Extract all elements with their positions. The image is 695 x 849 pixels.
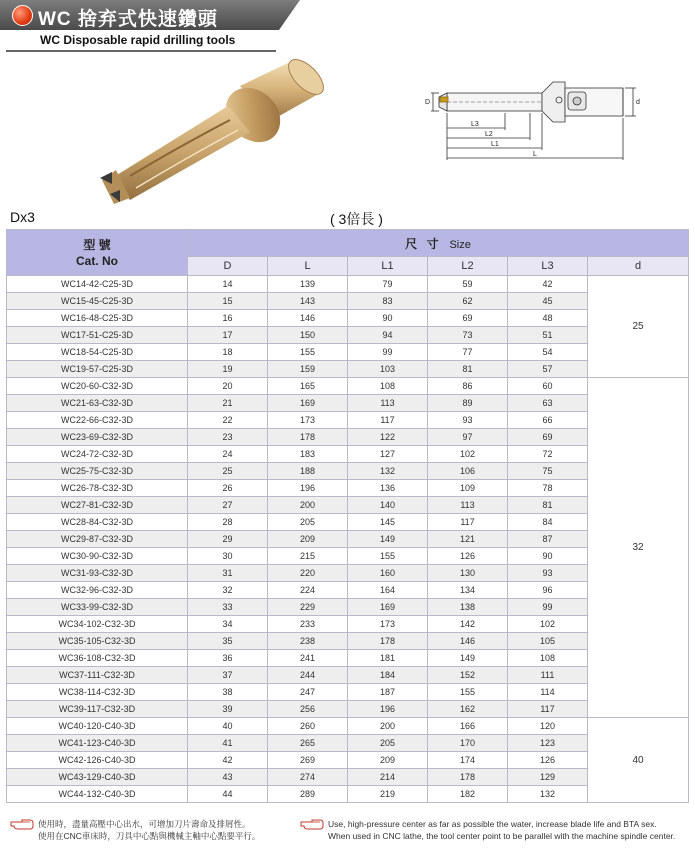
- size-cell: 139: [268, 276, 348, 293]
- cat-no-cell: WC15-45-C25-3D: [7, 293, 188, 310]
- header-size-zh: 尺 寸: [405, 236, 442, 251]
- size-cell: 143: [268, 293, 348, 310]
- size-cell: 69: [508, 429, 588, 446]
- size-cell: 66: [508, 412, 588, 429]
- size-cell: 129: [508, 769, 588, 786]
- table-row: [7, 310, 689, 327]
- table-row: [7, 582, 689, 599]
- size-cell: 33: [188, 599, 268, 616]
- size-cell: 62: [428, 293, 508, 310]
- size-cell: 51: [508, 327, 588, 344]
- size-cell: 21: [188, 395, 268, 412]
- size-cell: 138: [428, 599, 508, 616]
- size-cell: 140: [348, 497, 428, 514]
- shank-diameter-cell: 40: [588, 718, 689, 803]
- size-cell: 215: [268, 548, 348, 565]
- cat-no-cell: WC19-57-C25-3D: [7, 361, 188, 378]
- cat-no-cell: WC16-48-C25-3D: [7, 310, 188, 327]
- note-zh-line1: 使用時，盡量高壓中心出水，可增加刀片壽命及排屑性。: [38, 819, 251, 829]
- header-model: [7, 230, 188, 276]
- size-cell: 178: [428, 769, 508, 786]
- pointing-hand-icon: [300, 818, 324, 830]
- size-cell: 30: [188, 548, 268, 565]
- table-row: [7, 378, 689, 395]
- size-cell: 233: [268, 616, 348, 633]
- length-ratio-label: ( 3倍長 ): [330, 211, 383, 227]
- size-cell: 146: [268, 310, 348, 327]
- size-cell: 17: [188, 327, 268, 344]
- size-cell: 178: [268, 429, 348, 446]
- size-cell: 205: [348, 735, 428, 752]
- size-cell: 238: [268, 633, 348, 650]
- size-cell: 209: [348, 752, 428, 769]
- size-cell: 149: [348, 531, 428, 548]
- size-cell: 103: [348, 361, 428, 378]
- cat-no-cell: WC30-90-C32-3D: [7, 548, 188, 565]
- size-cell: 105: [508, 633, 588, 650]
- size-cell: 69: [428, 310, 508, 327]
- col-header: L: [268, 257, 348, 276]
- cat-no-cell: WC36-108-C32-3D: [7, 650, 188, 667]
- table-row: [7, 480, 689, 497]
- size-cell: 132: [508, 786, 588, 803]
- size-cell: 44: [188, 786, 268, 803]
- size-cell: 152: [428, 667, 508, 684]
- size-cell: 93: [508, 565, 588, 582]
- table-row: [7, 395, 689, 412]
- size-cell: 174: [428, 752, 508, 769]
- size-cell: 34: [188, 616, 268, 633]
- size-cell: 108: [508, 650, 588, 667]
- col-header: L2: [428, 257, 508, 276]
- size-cell: 57: [508, 361, 588, 378]
- size-cell: 121: [428, 531, 508, 548]
- col-header: L1: [348, 257, 428, 276]
- size-cell: 132: [348, 463, 428, 480]
- size-cell: 150: [268, 327, 348, 344]
- cat-no-cell: WC28-84-C32-3D: [7, 514, 188, 531]
- shank-diameter-cell: 32: [588, 378, 689, 718]
- size-cell: 117: [428, 514, 508, 531]
- pointing-hand-icon: [10, 818, 34, 830]
- header-model-en: Cat. No: [76, 253, 118, 268]
- size-cell: 72: [508, 446, 588, 463]
- size-cell: 247: [268, 684, 348, 701]
- size-cell: 75: [508, 463, 588, 480]
- size-cell: 89: [428, 395, 508, 412]
- cat-no-cell: WC41-123-C40-3D: [7, 735, 188, 752]
- cat-no-cell: WC14-42-C25-3D: [7, 276, 188, 293]
- cat-no-cell: WC27-81-C32-3D: [7, 497, 188, 514]
- size-cell: 16: [188, 310, 268, 327]
- col-header: D: [188, 257, 268, 276]
- size-cell: 26: [188, 480, 268, 497]
- size-cell: 200: [348, 718, 428, 735]
- size-cell: 99: [348, 344, 428, 361]
- spec-table: [6, 229, 689, 803]
- size-cell: 111: [508, 667, 588, 684]
- size-cell: 126: [428, 548, 508, 565]
- size-cell: 149: [428, 650, 508, 667]
- size-cell: 35: [188, 633, 268, 650]
- size-cell: 87: [508, 531, 588, 548]
- dimension-drawing: [425, 70, 645, 165]
- page-title: WC 捨弃式快速鑽頭: [38, 9, 218, 30]
- size-cell: 136: [348, 480, 428, 497]
- size-cell: 256: [268, 701, 348, 718]
- size-cell: 60: [508, 378, 588, 395]
- header-model-zh: 型 號: [83, 237, 111, 252]
- cat-no-cell: WC24-72-C32-3D: [7, 446, 188, 463]
- size-cell: 205: [268, 514, 348, 531]
- cat-no-cell: WC26-78-C32-3D: [7, 480, 188, 497]
- size-cell: 145: [348, 514, 428, 531]
- size-cell: 109: [428, 480, 508, 497]
- size-cell: 102: [428, 446, 508, 463]
- size-cell: 220: [268, 565, 348, 582]
- table-row: [7, 616, 689, 633]
- size-cell: 200: [268, 497, 348, 514]
- size-cell: 37: [188, 667, 268, 684]
- size-cell: 229: [268, 599, 348, 616]
- size-cell: 146: [428, 633, 508, 650]
- size-cell: 39: [188, 701, 268, 718]
- size-cell: 155: [348, 548, 428, 565]
- size-cell: 160: [348, 565, 428, 582]
- table-row: [7, 327, 689, 344]
- size-cell: 36: [188, 650, 268, 667]
- table-row: [7, 752, 689, 769]
- size-cell: 173: [348, 616, 428, 633]
- size-cell: 274: [268, 769, 348, 786]
- table-row: [7, 497, 689, 514]
- cat-no-cell: WC37-111-C32-3D: [7, 667, 188, 684]
- size-cell: 182: [428, 786, 508, 803]
- size-cell: 86: [428, 378, 508, 395]
- size-cell: 183: [268, 446, 348, 463]
- dim-label-d: d: [636, 99, 640, 106]
- table-row: [7, 276, 689, 293]
- size-cell: 155: [428, 684, 508, 701]
- table-row: [7, 701, 689, 718]
- size-cell: 25: [188, 463, 268, 480]
- size-cell: 169: [348, 599, 428, 616]
- header-bullet-icon: [12, 5, 33, 26]
- cat-no-cell: WC43-129-C40-3D: [7, 769, 188, 786]
- size-cell: 265: [268, 735, 348, 752]
- size-cell: 170: [428, 735, 508, 752]
- size-cell: 29: [188, 531, 268, 548]
- cat-no-cell: WC44-132-C40-3D: [7, 786, 188, 803]
- size-cell: 54: [508, 344, 588, 361]
- size-cell: 184: [348, 667, 428, 684]
- cat-no-cell: WC31-93-C32-3D: [7, 565, 188, 582]
- table-row: [7, 684, 689, 701]
- size-cell: 113: [428, 497, 508, 514]
- size-cell: 63: [508, 395, 588, 412]
- size-cell: 117: [508, 701, 588, 718]
- table-row: [7, 412, 689, 429]
- size-cell: 269: [268, 752, 348, 769]
- cat-no-cell: WC23-69-C32-3D: [7, 429, 188, 446]
- cat-no-cell: WC32-96-C32-3D: [7, 582, 188, 599]
- size-cell: 96: [508, 582, 588, 599]
- table-row: [7, 735, 689, 752]
- size-cell: 42: [188, 752, 268, 769]
- size-cell: 59: [428, 276, 508, 293]
- size-cell: 196: [348, 701, 428, 718]
- table-row: [7, 429, 689, 446]
- size-cell: 117: [348, 412, 428, 429]
- size-cell: 181: [348, 650, 428, 667]
- cat-no-cell: WC25-75-C32-3D: [7, 463, 188, 480]
- size-cell: 214: [348, 769, 428, 786]
- size-cell: 106: [428, 463, 508, 480]
- cat-no-cell: WC18-54-C25-3D: [7, 344, 188, 361]
- note-zh: [10, 818, 260, 842]
- table-row: [7, 633, 689, 650]
- dim-label-L: L: [533, 151, 537, 158]
- size-cell: 27: [188, 497, 268, 514]
- header-size: [188, 230, 689, 257]
- size-cell: 15: [188, 293, 268, 310]
- table-row: [7, 531, 689, 548]
- size-cell: 81: [428, 361, 508, 378]
- size-cell: 93: [428, 412, 508, 429]
- size-cell: 83: [348, 293, 428, 310]
- size-cell: 289: [268, 786, 348, 803]
- note-zh-line2: 使用在CNC車床時，刀具中心點與機械主軸中心點要平行。: [38, 831, 261, 841]
- size-cell: 97: [428, 429, 508, 446]
- size-cell: 127: [348, 446, 428, 463]
- size-cell: 113: [348, 395, 428, 412]
- size-cell: 22: [188, 412, 268, 429]
- size-cell: 73: [428, 327, 508, 344]
- table-row: [7, 667, 689, 684]
- size-cell: 130: [428, 565, 508, 582]
- table-row: [7, 565, 689, 582]
- shank-diameter-cell: 25: [588, 276, 689, 378]
- size-cell: 187: [348, 684, 428, 701]
- size-cell: 241: [268, 650, 348, 667]
- spec-table-body: [7, 276, 689, 803]
- size-cell: 24: [188, 446, 268, 463]
- table-row: [7, 599, 689, 616]
- size-cell: 173: [268, 412, 348, 429]
- size-cell: 120: [508, 718, 588, 735]
- header-size-en: Size: [449, 238, 471, 251]
- table-row: [7, 463, 689, 480]
- size-cell: 260: [268, 718, 348, 735]
- cat-no-cell: WC38-114-C32-3D: [7, 684, 188, 701]
- size-cell: 18: [188, 344, 268, 361]
- table-row: [7, 718, 689, 735]
- size-cell: 209: [268, 531, 348, 548]
- size-cell: 108: [348, 378, 428, 395]
- cat-no-cell: WC22-66-C32-3D: [7, 412, 188, 429]
- size-cell: 244: [268, 667, 348, 684]
- table-row: [7, 769, 689, 786]
- size-cell: 28: [188, 514, 268, 531]
- size-cell: 90: [348, 310, 428, 327]
- size-cell: 169: [268, 395, 348, 412]
- size-cell: 48: [508, 310, 588, 327]
- size-cell: 102: [508, 616, 588, 633]
- size-cell: 94: [348, 327, 428, 344]
- size-cell: 165: [268, 378, 348, 395]
- table-row: [7, 548, 689, 565]
- cat-no-cell: WC29-87-C32-3D: [7, 531, 188, 548]
- size-cell: 224: [268, 582, 348, 599]
- cat-no-cell: WC20-60-C32-3D: [7, 378, 188, 395]
- size-cell: 155: [268, 344, 348, 361]
- size-cell: 38: [188, 684, 268, 701]
- table-row: [7, 446, 689, 463]
- note-en-line2: When used in CNC lathe, the tool center point to be parallel with the machine spindle center.: [328, 831, 676, 841]
- size-cell: 114: [508, 684, 588, 701]
- size-cell: 99: [508, 599, 588, 616]
- size-cell: 79: [348, 276, 428, 293]
- size-cell: 32: [188, 582, 268, 599]
- cat-no-cell: WC39-117-C32-3D: [7, 701, 188, 718]
- dim-label-D: D: [425, 99, 431, 106]
- size-cell: 41: [188, 735, 268, 752]
- size-cell: 164: [348, 582, 428, 599]
- dim-label-L3: L3: [471, 121, 479, 128]
- cat-no-cell: WC42-126-C40-3D: [7, 752, 188, 769]
- size-cell: 31: [188, 565, 268, 582]
- cat-no-cell: WC34-102-C32-3D: [7, 616, 188, 633]
- size-cell: 81: [508, 497, 588, 514]
- size-cell: 14: [188, 276, 268, 293]
- note-en: [300, 818, 675, 842]
- size-ratio-label: Dx3: [10, 209, 35, 225]
- size-cell: 142: [428, 616, 508, 633]
- size-cell: 134: [428, 582, 508, 599]
- table-row: [7, 344, 689, 361]
- size-cell: 20: [188, 378, 268, 395]
- page-subtitle: WC Disposable rapid drilling tools: [40, 33, 236, 47]
- cat-no-cell: WC40-120-C40-3D: [7, 718, 188, 735]
- cat-no-cell: WC17-51-C25-3D: [7, 327, 188, 344]
- size-cell: 122: [348, 429, 428, 446]
- size-cell: 77: [428, 344, 508, 361]
- dim-label-L1: L1: [491, 141, 499, 148]
- size-cell: 78: [508, 480, 588, 497]
- size-cell: 178: [348, 633, 428, 650]
- size-cell: 188: [268, 463, 348, 480]
- size-cell: 123: [508, 735, 588, 752]
- size-cell: 19: [188, 361, 268, 378]
- size-cell: 42: [508, 276, 588, 293]
- size-cell: 23: [188, 429, 268, 446]
- dim-label-L2: L2: [485, 131, 493, 138]
- size-cell: 40: [188, 718, 268, 735]
- size-cell: 159: [268, 361, 348, 378]
- size-cell: 90: [508, 548, 588, 565]
- note-en-line1: Use, high-pressure center as far as possible the water, increase blade life and BTA sex.: [328, 819, 657, 829]
- size-cell: 196: [268, 480, 348, 497]
- col-header: d: [588, 257, 689, 276]
- col-header: L3: [508, 257, 588, 276]
- size-cell: 45: [508, 293, 588, 310]
- header-underline: [6, 50, 276, 52]
- cat-no-cell: WC35-105-C32-3D: [7, 633, 188, 650]
- size-cell: 84: [508, 514, 588, 531]
- size-cell: 126: [508, 752, 588, 769]
- table-row: [7, 514, 689, 531]
- table-row: [7, 361, 689, 378]
- drill-tool-photo: [90, 58, 330, 208]
- size-cell: 219: [348, 786, 428, 803]
- cat-no-cell: WC21-63-C32-3D: [7, 395, 188, 412]
- size-cell: 43: [188, 769, 268, 786]
- size-cell: 162: [428, 701, 508, 718]
- cat-no-cell: WC33-99-C32-3D: [7, 599, 188, 616]
- table-row: [7, 786, 689, 803]
- table-row: [7, 650, 689, 667]
- size-cell: 166: [428, 718, 508, 735]
- table-row: [7, 293, 689, 310]
